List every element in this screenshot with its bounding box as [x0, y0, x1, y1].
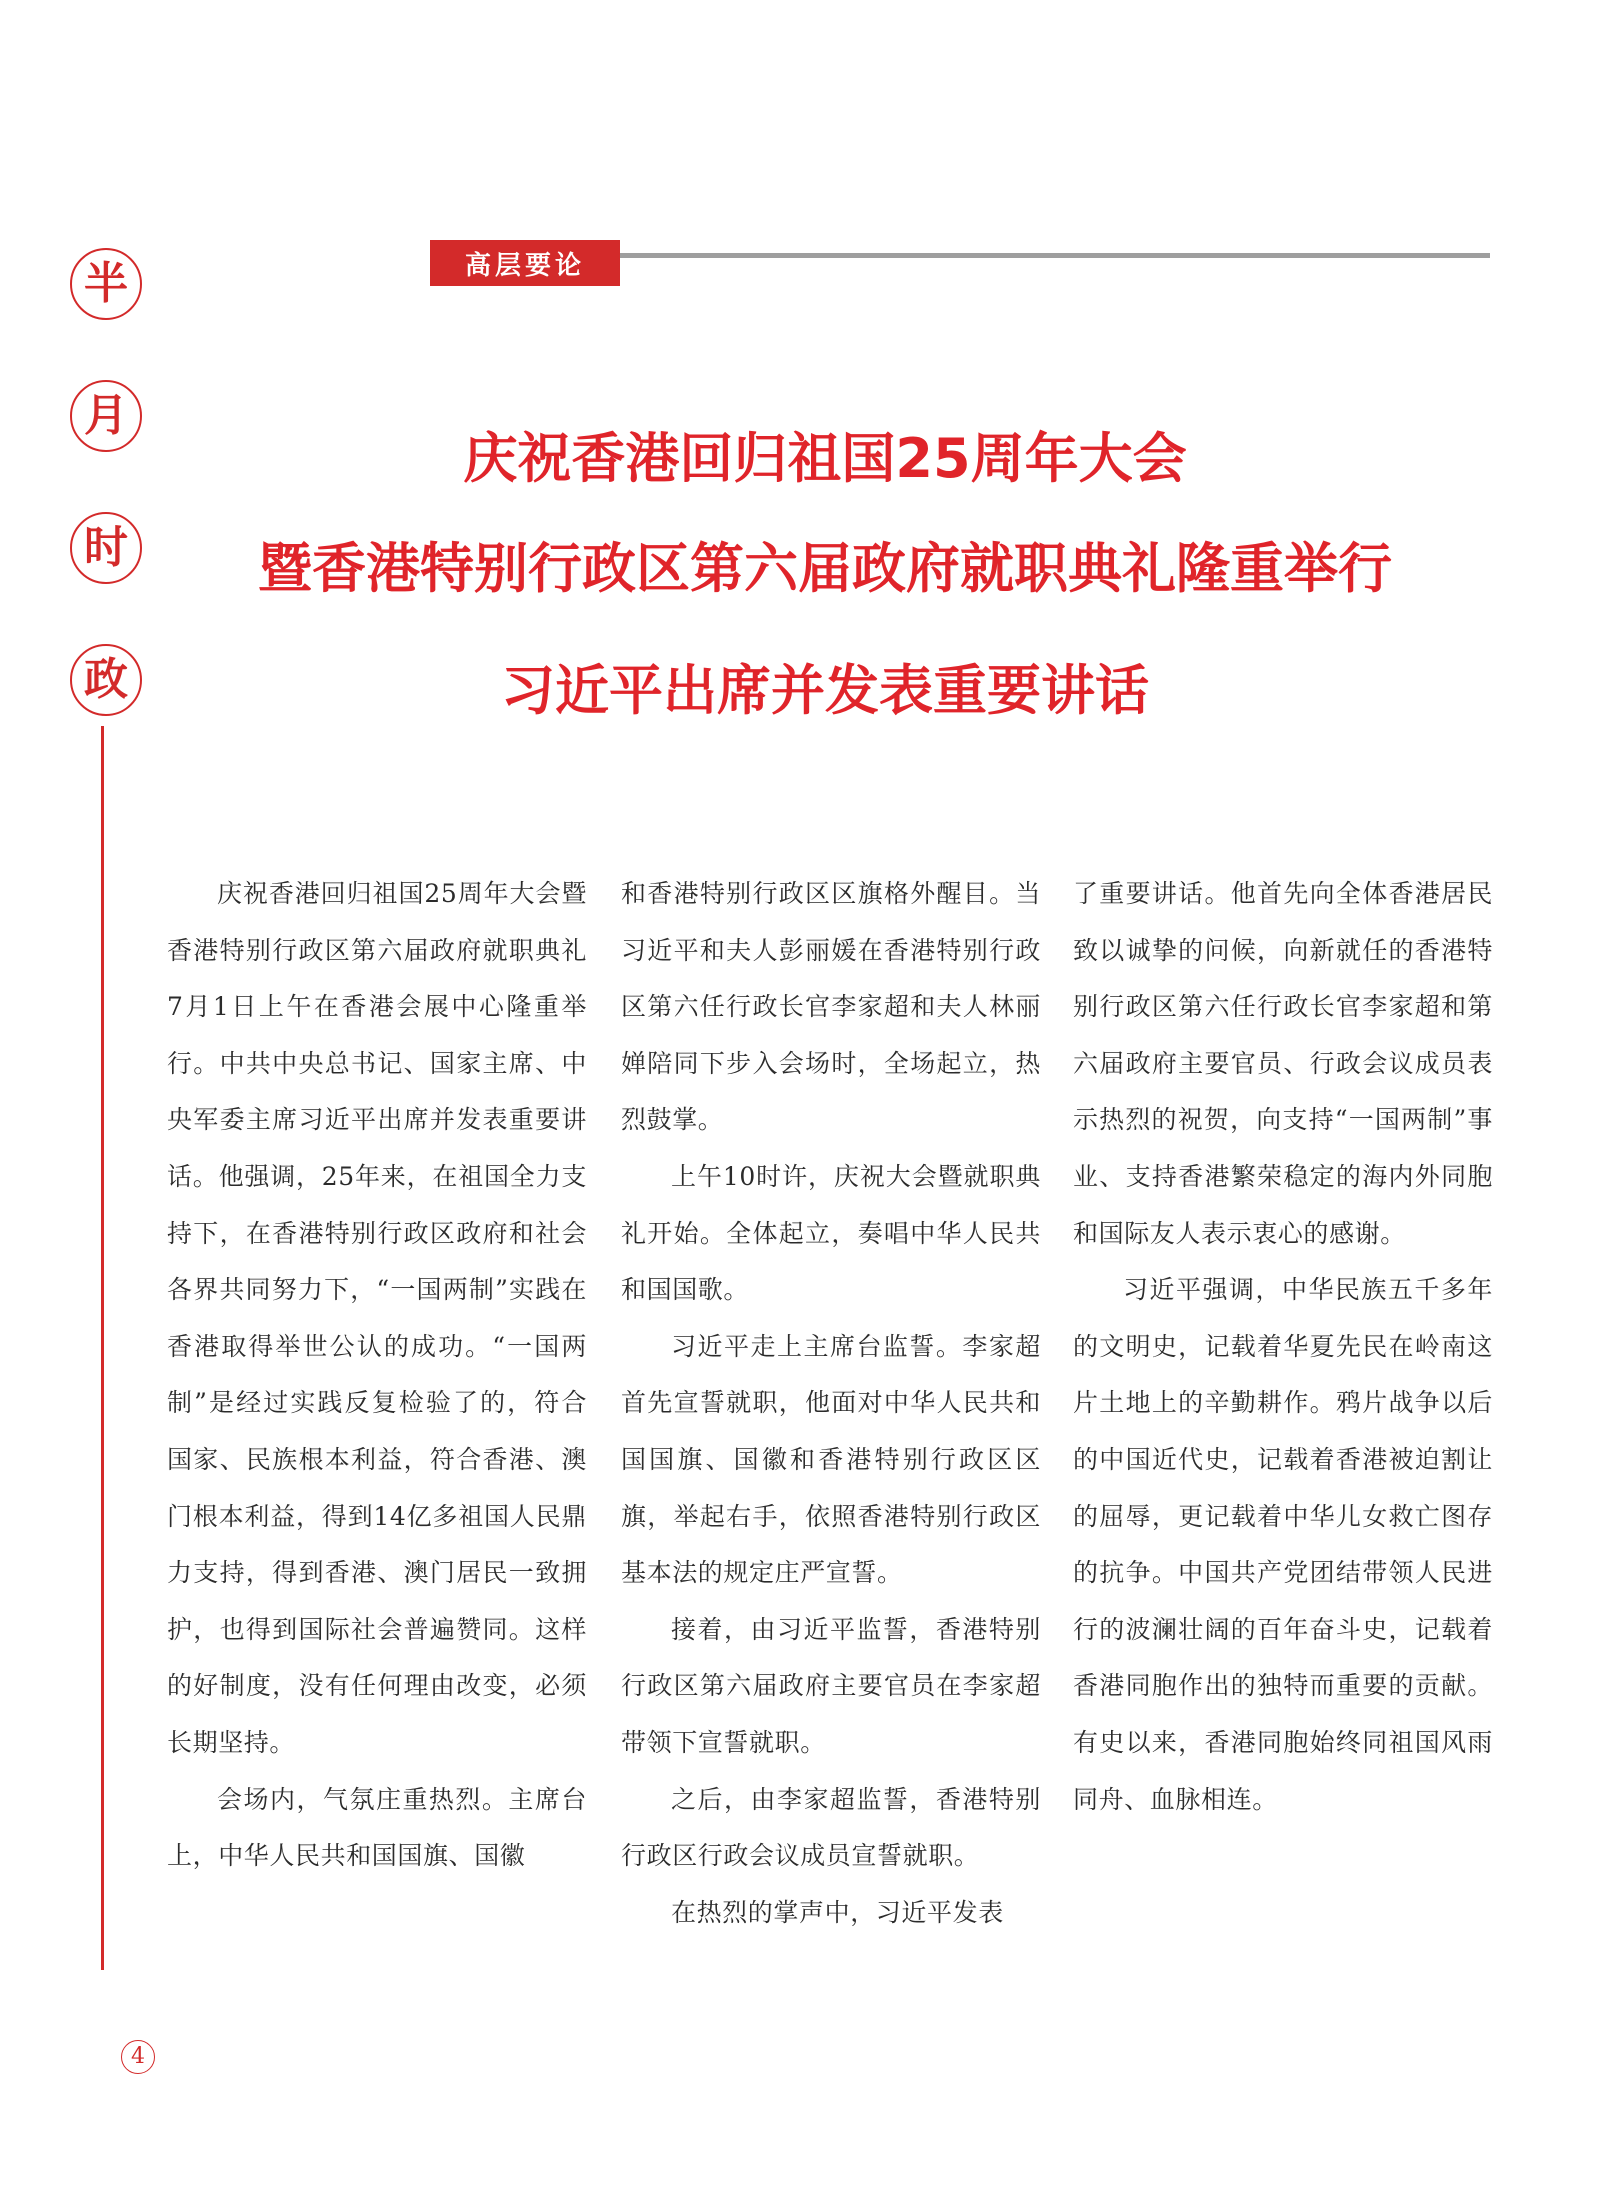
paragraph: 之后，由李家超监誓，香港特别行政区行政会议成员宣誓就职。: [621, 1784, 1041, 1871]
paragraph: 庆祝香港回归祖国25周年大会暨香港特别行政区第六届政府就职典礼7月1日上午在香港会展中心隆重举行。中共中央总书记、国家主席、中央军委主席习近平出席并发表重要讲话。他强调，25年来，在祖国全力支持下，在香港特别行政区政府和社会各界共同努力下，“一国两制”实践在香港取得举世公认的成功。“一国两制”是经过实践反复检验了的，符合国家、民族根本利益，符合香港、澳门根本利益，得到14亿多祖国人民鼎力支持，得到香港、澳门居民一致拥护，也得到国际社会普遍赞同。这样的好制度，没有任何理由改变，必须长期坚持。: [167, 879, 587, 1757]
headline-line-1: 庆祝香港回归祖国25周年大会: [463, 427, 1187, 490]
paragraph: 习近平走上主席台监誓。李家超首先宣誓就职，他面对中华人民共和国国旗、国徽和香港特别行政区区旗，举起右手，依照香港特别行政区基本法的规定庄严宣誓。: [621, 1331, 1041, 1588]
brand-char-zheng: 政: [70, 644, 142, 716]
paragraph-continued: 和香港特别行政区区旗格外醒目。当习近平和夫人彭丽媛在香港特别行政区第六任行政长官李家超和夫人林丽婵陪同下步入会场时，全场起立，热烈鼓掌。: [621, 879, 1041, 1135]
paragraph: 上午10时许，庆祝大会暨就职典礼开始。全体起立，奏唱中华人民共和国国歌。: [621, 1161, 1041, 1305]
brand-char-ban: 半: [70, 248, 142, 320]
brand-vertical-rule: [101, 726, 104, 1970]
paragraph: 习近平强调，中华民族五千多年的文明史，记载着华夏先民在岭南这片土地上的辛勤耕作。鸦片战争以后的中国近代史，记载着香港被迫割让的屈辱，更记载着中华儿女救亡图存的抗争。中国共产党团结带领人民进行的波澜壮阔的百年奋斗史，记载着香港同胞作出的独特而重要的贡献。有史以来，香港同胞始终同祖国风雨同舟、血脉相连。: [1073, 1275, 1493, 1814]
paragraph: 在热烈的掌声中，习近平发表: [671, 1897, 1004, 1927]
column-tag: 高层要论: [430, 240, 620, 286]
column-tag-rule: [620, 253, 1490, 258]
brand-char-yue: 月: [70, 380, 142, 452]
brand-char-shi: 时: [70, 512, 142, 584]
article-column-3: [1073, 866, 1493, 1828]
headline-line-2: 暨香港特别行政区第六届政府就职典礼隆重举行: [258, 537, 1392, 600]
article-column-1: [167, 866, 587, 1885]
paragraph: 接着，由习近平监誓，香港特别行政区第六届政府主要官员在李家超带领下宣誓就职。: [621, 1614, 1041, 1757]
paragraph: 会场内，气氛庄重热烈。主席台上，中华人民共和国国旗、国徽: [167, 1784, 587, 1871]
paragraph-continued: 了重要讲话。他首先向全体香港居民致以诚挚的问候，向新就任的香港特别行政区第六任行政长官李家超和第六届政府主要官员、行政会议成员表示热烈的祝贺，向支持“一国两制”事业、支持香港繁荣稳定的海内外同胞和国际友人表示衷心的感谢。: [1073, 879, 1493, 1248]
page-number: 4: [121, 2040, 155, 2074]
article-column-2: [621, 866, 1041, 1941]
headline-line-3: 习近平出席并发表重要讲话: [501, 659, 1149, 722]
